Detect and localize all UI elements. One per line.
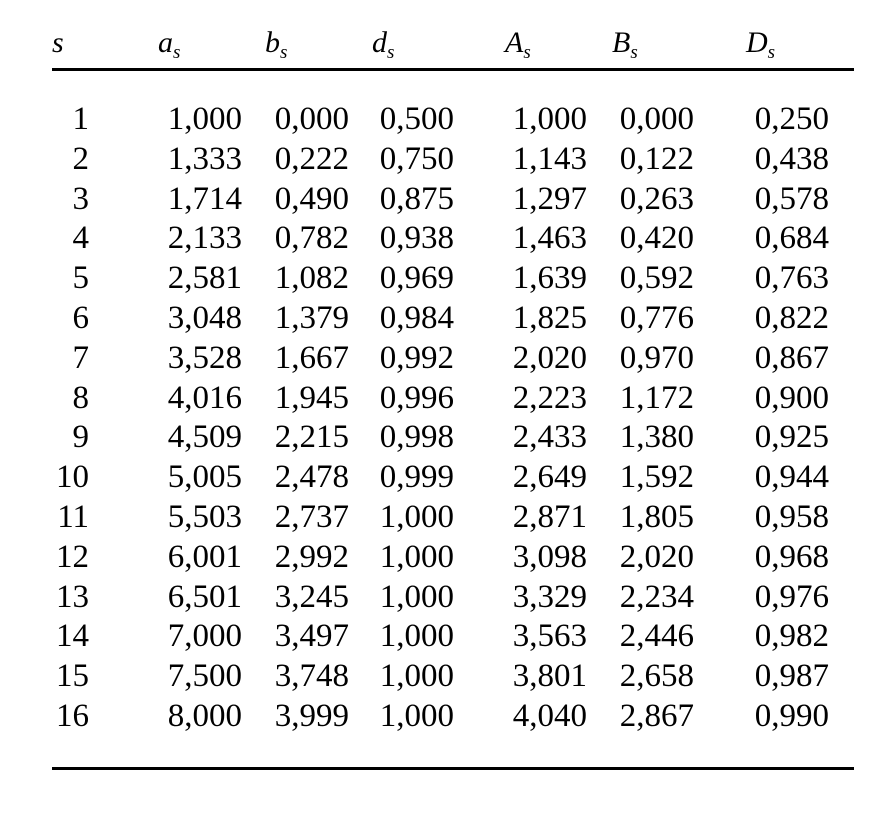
cell-A: 2,649 xyxy=(512,459,587,496)
cell-d: 1,000 xyxy=(379,578,454,615)
column-header-subscript: s xyxy=(767,42,776,63)
column-header-symbol: a xyxy=(158,26,173,59)
cell-B: 0,000 xyxy=(619,101,694,137)
cell-d: 0,938 xyxy=(379,220,454,257)
cell-d: 0,875 xyxy=(379,180,454,217)
cell-A: 1,297 xyxy=(512,180,587,217)
table-body xyxy=(52,100,854,737)
cell-b: 1,945 xyxy=(274,379,349,416)
header-rule xyxy=(52,68,854,71)
cell-a: 4,016 xyxy=(167,379,242,416)
cell-d: 0,998 xyxy=(379,419,454,456)
column-header-subscript: s xyxy=(387,42,395,63)
column-header-symbol: b xyxy=(265,26,280,59)
cell-s: 9 xyxy=(72,419,89,456)
cell-s: 15 xyxy=(56,658,89,695)
cell-A: 2,223 xyxy=(512,379,587,416)
cell-s: 10 xyxy=(56,459,89,496)
column-header-subscript: s xyxy=(280,42,288,63)
bottom-rule xyxy=(52,767,854,770)
table-row xyxy=(52,140,854,180)
cell-s: 3 xyxy=(72,180,89,217)
cell-A: 3,801 xyxy=(512,658,587,695)
cell-D: 0,684 xyxy=(754,220,829,257)
column-header-D xyxy=(746,26,776,63)
table-row xyxy=(52,697,854,737)
cell-b: 3,999 xyxy=(274,697,349,734)
cell-b: 1,667 xyxy=(274,339,349,376)
cell-b: 0,222 xyxy=(274,140,349,177)
cell-s: 14 xyxy=(56,618,89,655)
cell-B: 0,263 xyxy=(619,180,694,217)
cell-d: 0,992 xyxy=(379,339,454,376)
cell-D: 0,578 xyxy=(754,180,829,217)
cell-B: 0,420 xyxy=(619,220,694,257)
cell-A: 1,639 xyxy=(512,260,587,297)
column-header-s xyxy=(52,28,64,58)
cell-b: 1,379 xyxy=(274,299,349,336)
cell-B: 2,446 xyxy=(619,618,694,655)
column-header-symbol: B xyxy=(612,26,631,59)
cell-B: 0,592 xyxy=(619,260,694,297)
cell-s: 7 xyxy=(72,339,89,376)
column-header-symbol: D xyxy=(746,26,768,59)
cell-a: 6,001 xyxy=(167,538,242,575)
table-row xyxy=(52,418,854,458)
cell-B: 1,805 xyxy=(619,498,694,535)
cell-D: 0,958 xyxy=(754,498,829,535)
cell-D: 0,982 xyxy=(754,618,829,655)
cell-A: 3,098 xyxy=(512,538,587,575)
table-row xyxy=(52,180,854,220)
cell-D: 0,976 xyxy=(754,578,829,615)
cell-A: 1,463 xyxy=(512,220,587,257)
column-header-a xyxy=(158,26,181,63)
cell-A: 2,433 xyxy=(512,419,587,456)
cell-a: 7,000 xyxy=(167,618,242,655)
cell-s: 2 xyxy=(72,140,89,177)
cell-D: 0,968 xyxy=(754,538,829,575)
cell-s: 12 xyxy=(56,538,89,575)
cell-A: 3,329 xyxy=(512,578,587,615)
cell-d: 1,000 xyxy=(379,658,454,695)
cell-a: 2,133 xyxy=(167,220,242,257)
table-row xyxy=(52,299,854,339)
cell-a: 5,503 xyxy=(167,498,242,535)
cell-A: 4,040 xyxy=(512,697,587,734)
column-header-subscript: s xyxy=(173,42,181,63)
cell-a: 8,000 xyxy=(167,697,242,734)
cell-d: 0,750 xyxy=(379,140,454,177)
cell-d: 0,984 xyxy=(379,299,454,336)
cell-b: 3,497 xyxy=(274,618,349,655)
cell-A: 3,563 xyxy=(512,618,587,655)
cell-s: 1 xyxy=(72,101,89,137)
table-row xyxy=(52,617,854,657)
table-row xyxy=(52,339,854,379)
table-row xyxy=(52,100,854,140)
cell-D: 0,822 xyxy=(754,299,829,336)
cell-B: 0,970 xyxy=(619,339,694,376)
cell-B: 2,020 xyxy=(619,538,694,575)
cell-a: 1,000 xyxy=(167,101,242,137)
table-row xyxy=(52,578,854,618)
cell-A: 1,825 xyxy=(512,299,587,336)
cell-b: 0,490 xyxy=(274,180,349,217)
cell-D: 0,867 xyxy=(754,339,829,376)
cell-b: 2,478 xyxy=(274,459,349,496)
cell-d: 0,996 xyxy=(379,379,454,416)
cell-b: 0,782 xyxy=(274,220,349,257)
coefficient-table xyxy=(52,0,854,829)
cell-A: 1,143 xyxy=(512,140,587,177)
cell-b: 2,215 xyxy=(274,419,349,456)
cell-D: 0,990 xyxy=(754,697,829,734)
cell-a: 3,048 xyxy=(167,299,242,336)
column-header-symbol: A xyxy=(505,26,524,59)
cell-d: 1,000 xyxy=(379,697,454,734)
cell-s: 6 xyxy=(72,299,89,336)
column-header-subscript: s xyxy=(630,42,638,63)
table-row xyxy=(52,458,854,498)
cell-B: 1,172 xyxy=(619,379,694,416)
cell-a: 6,501 xyxy=(167,578,242,615)
table-row xyxy=(52,498,854,538)
cell-s: 11 xyxy=(57,498,89,535)
cell-B: 2,658 xyxy=(619,658,694,695)
column-header-B xyxy=(612,26,638,63)
cell-D: 0,438 xyxy=(754,140,829,177)
cell-B: 0,776 xyxy=(619,299,694,336)
cell-B: 1,380 xyxy=(619,419,694,456)
cell-D: 0,250 xyxy=(754,101,829,137)
cell-B: 1,592 xyxy=(619,459,694,496)
cell-b: 2,737 xyxy=(274,498,349,535)
cell-b: 3,748 xyxy=(274,658,349,695)
cell-B: 2,867 xyxy=(619,697,694,734)
column-header-symbol: d xyxy=(372,26,387,59)
cell-D: 0,987 xyxy=(754,658,829,695)
cell-d: 0,999 xyxy=(379,459,454,496)
table-row xyxy=(52,379,854,419)
cell-d: 1,000 xyxy=(379,538,454,575)
table-row xyxy=(52,657,854,697)
column-header-d xyxy=(372,26,395,63)
cell-b: 3,245 xyxy=(274,578,349,615)
cell-d: 0,500 xyxy=(379,101,454,137)
cell-a: 1,714 xyxy=(167,180,242,217)
cell-B: 2,234 xyxy=(619,578,694,615)
cell-A: 2,871 xyxy=(512,498,587,535)
table-row xyxy=(52,538,854,578)
cell-a: 2,581 xyxy=(167,260,242,297)
column-header-A xyxy=(505,26,531,63)
cell-s: 16 xyxy=(56,697,89,734)
cell-a: 1,333 xyxy=(167,140,242,177)
cell-D: 0,925 xyxy=(754,419,829,456)
cell-a: 7,500 xyxy=(167,658,242,695)
cell-b: 0,000 xyxy=(274,101,349,137)
cell-D: 0,944 xyxy=(754,459,829,496)
table-row xyxy=(52,259,854,299)
cell-a: 5,005 xyxy=(167,459,242,496)
cell-D: 0,763 xyxy=(754,260,829,297)
cell-a: 4,509 xyxy=(167,419,242,456)
cell-s: 4 xyxy=(72,220,89,257)
column-header-b xyxy=(265,26,288,63)
cell-b: 2,992 xyxy=(274,538,349,575)
cell-s: 13 xyxy=(56,578,89,615)
cell-A: 2,020 xyxy=(512,339,587,376)
cell-s: 8 xyxy=(72,379,89,416)
column-header-subscript: s xyxy=(523,42,531,63)
cell-d: 1,000 xyxy=(379,618,454,655)
column-header-symbol: s xyxy=(52,26,64,59)
cell-d: 0,969 xyxy=(379,260,454,297)
cell-s: 5 xyxy=(72,260,89,297)
cell-B: 0,122 xyxy=(619,140,694,177)
cell-A: 1,000 xyxy=(512,101,587,137)
cell-a: 3,528 xyxy=(167,339,242,376)
cell-b: 1,082 xyxy=(274,260,349,297)
cell-d: 1,000 xyxy=(379,498,454,535)
table-row xyxy=(52,219,854,259)
cell-D: 0,900 xyxy=(754,379,829,416)
